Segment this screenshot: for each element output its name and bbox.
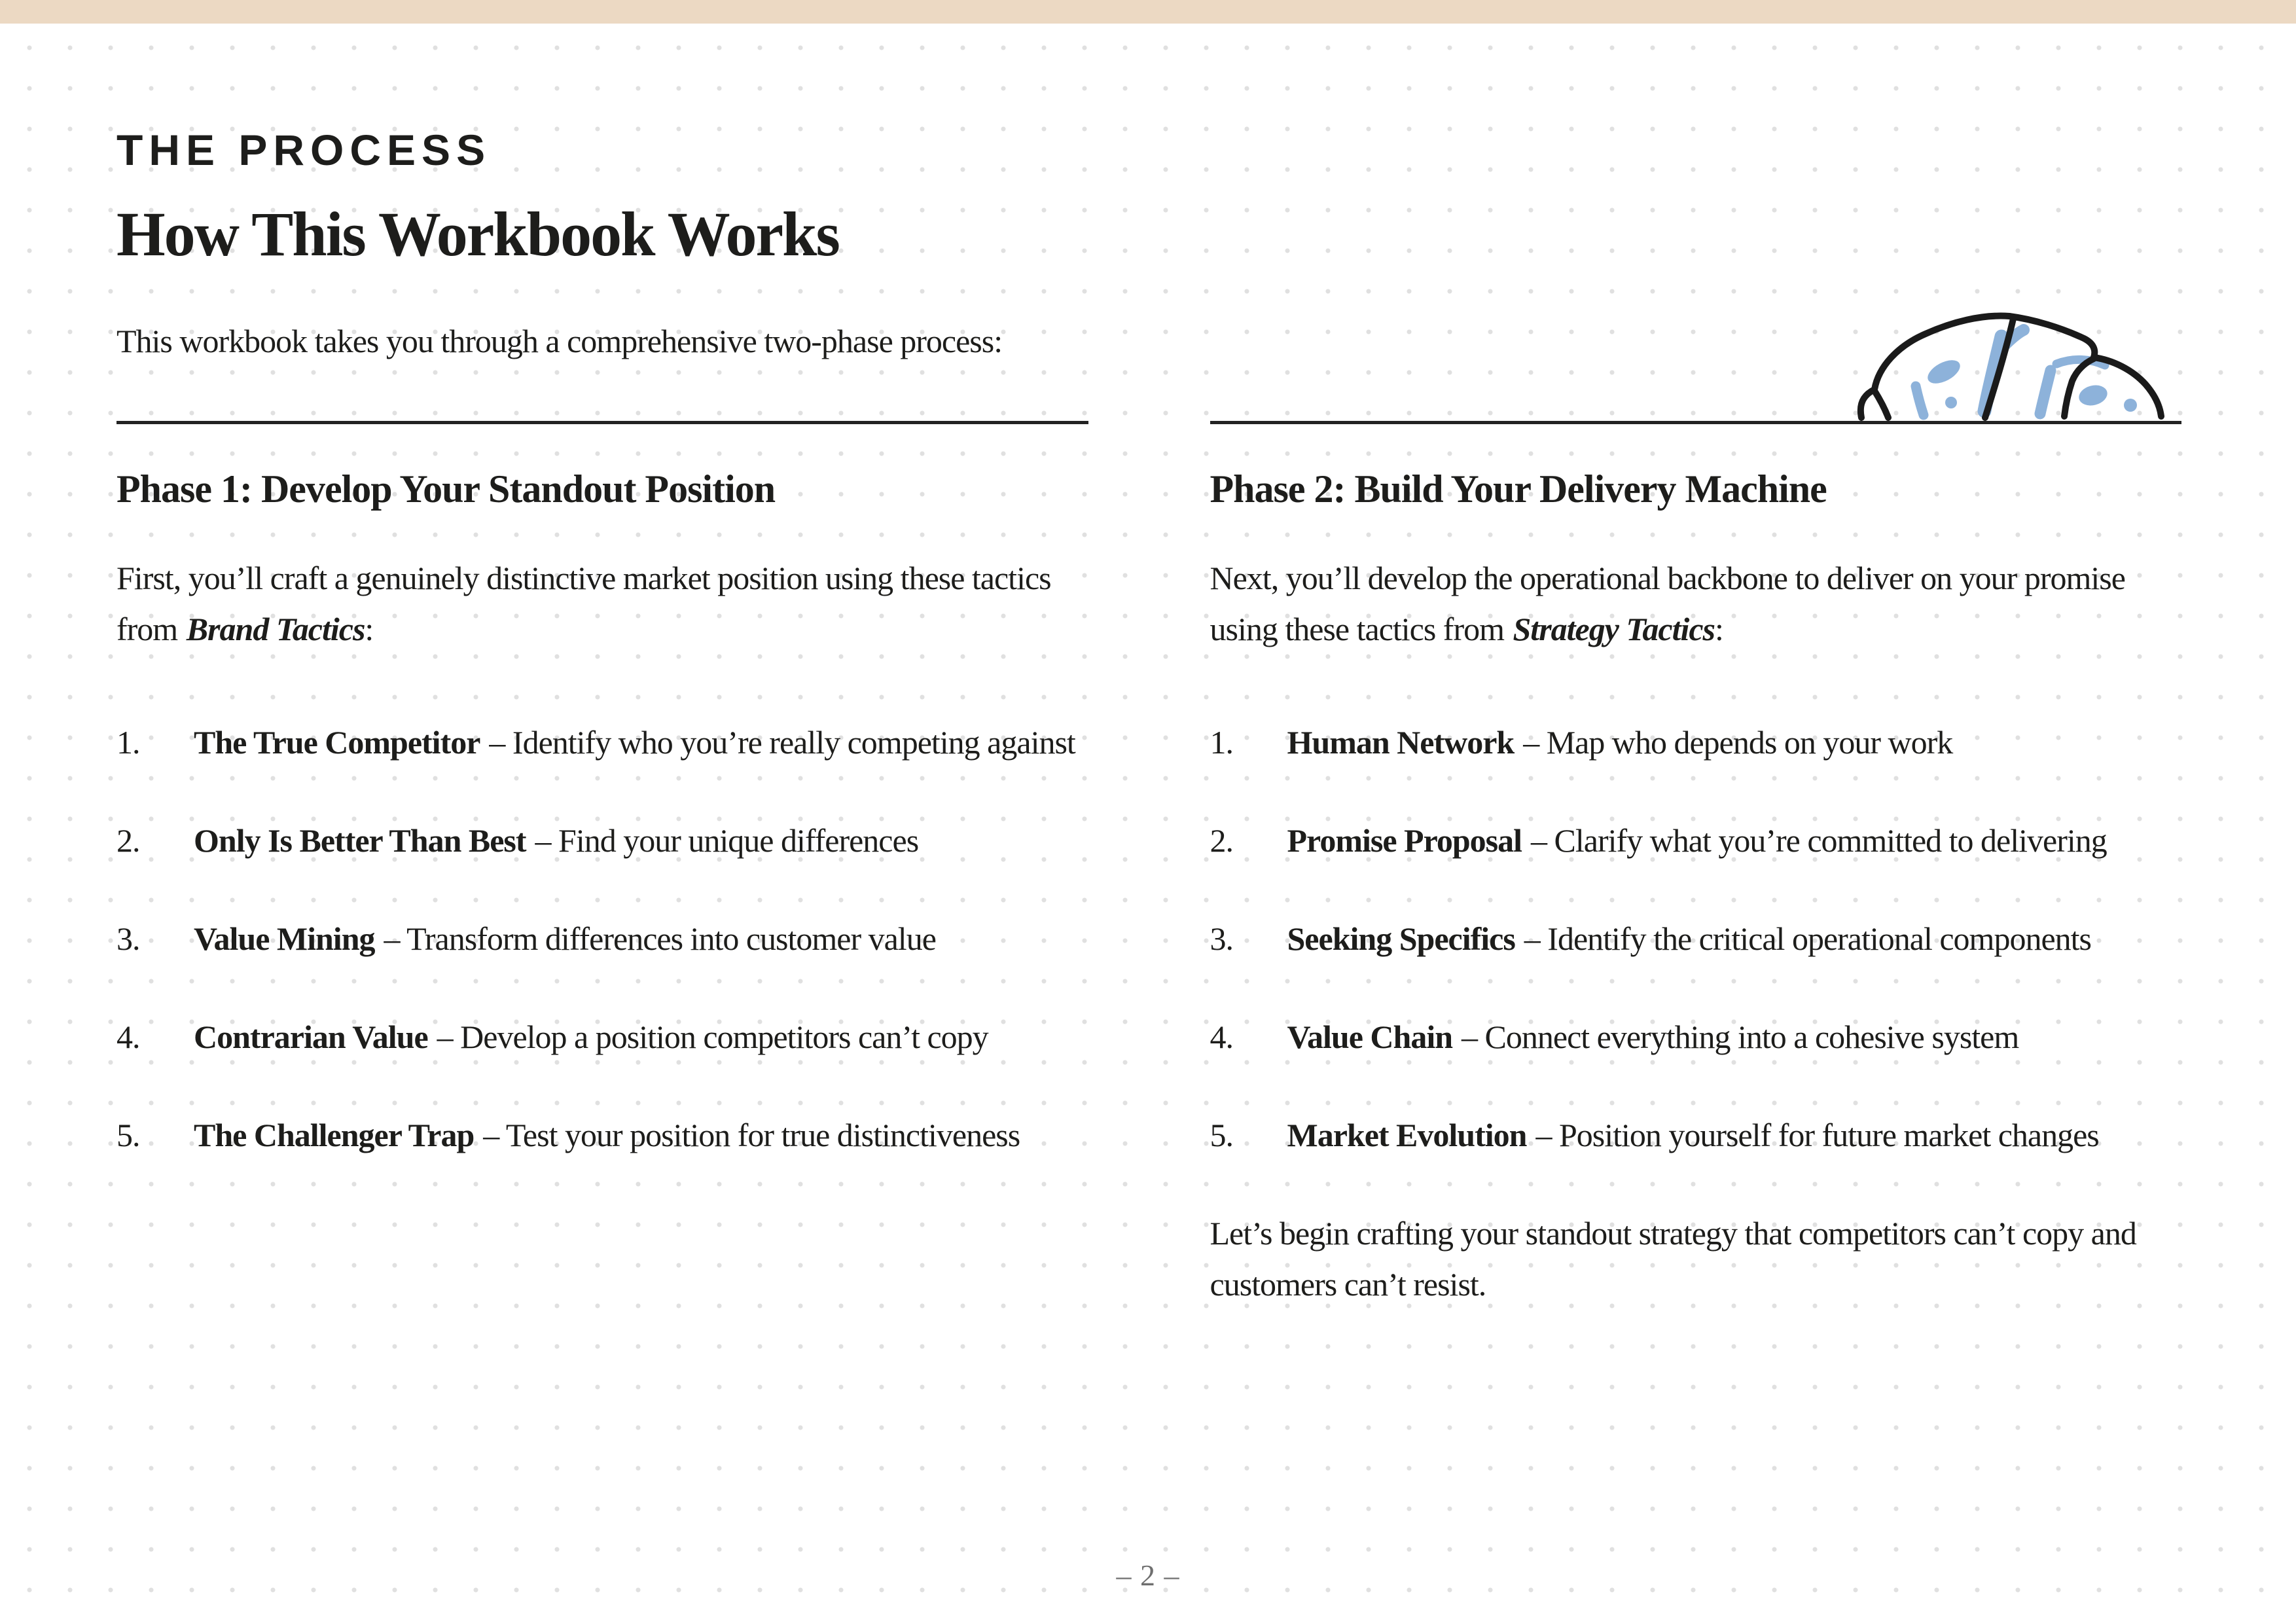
phase1-divider-rule — [117, 421, 1088, 424]
list-item-number: 3. — [117, 920, 140, 958]
list-item — [1210, 717, 2182, 768]
phase1-intro-text: First, you’ll craft a genuinely distinctive market position using these tactics from — [117, 560, 1051, 648]
tactic-description: – Find your unique differences — [535, 822, 919, 859]
phase2-intro-colon: : — [1715, 611, 1723, 648]
closing-paragraph: Let’s begin crafting your standout strategy that competitors can’t copy and customers can’t resist. — [1210, 1215, 2136, 1303]
list-item — [117, 815, 1088, 866]
list-item-number: 5. — [1210, 1117, 1233, 1154]
list-item-number: 2. — [1210, 822, 1233, 859]
phase1-heading: Phase 1: Develop Your Standout Position — [117, 467, 776, 511]
list-item — [1210, 815, 2182, 866]
list-item — [117, 913, 1088, 964]
two-column-layout — [117, 421, 2181, 1310]
tactic-description: – Test your position for true distinctiveness — [483, 1117, 1020, 1154]
tactic-description: – Map who depends on your work — [1523, 724, 1953, 761]
tactic-description: – Identify who you’re really competing against — [489, 724, 1075, 761]
phase2-heading: Phase 2: Build Your Delivery Machine — [1210, 467, 1827, 511]
tactic-name: Value Chain — [1287, 1019, 1453, 1056]
list-item-number: 3. — [1210, 920, 1233, 958]
phase1-book-title: Brand Tactics — [186, 611, 365, 648]
tactic-description: – Transform differences into customer value — [384, 920, 936, 958]
list-item — [117, 1011, 1088, 1062]
tactic-name: Value Mining — [194, 920, 375, 958]
tactic-name: Market Evolution — [1287, 1117, 1527, 1154]
tactic-name: Contrarian Value — [194, 1019, 428, 1056]
tactic-name: Promise Proposal — [1287, 822, 1522, 859]
list-item-number: 4. — [1210, 1019, 1233, 1056]
phase2-intro — [1210, 552, 2182, 655]
page-intro: This workbook takes you through a comprehensive two-phase process: — [117, 322, 1003, 359]
section-kicker: THE PROCESS — [117, 126, 492, 174]
phase2-column — [1210, 421, 2182, 1310]
phase2-book-title: Strategy Tactics — [1513, 611, 1715, 648]
list-item-number: 4. — [117, 1019, 140, 1056]
phase1-list — [117, 717, 1088, 1161]
tactic-description: – Connect everything into a cohesive system — [1462, 1019, 2019, 1056]
tactic-description: – Develop a position competitors can’t copy — [437, 1019, 988, 1056]
page-content — [117, 24, 2181, 1310]
list-item — [1210, 1011, 2182, 1062]
tactic-description: – Identify the critical operational components — [1524, 920, 2091, 958]
tactic-name: The True Competitor — [194, 724, 480, 761]
tactic-name: Only Is Better Than Best — [194, 822, 526, 859]
phase2-intro-text: Next, you’ll develop the operational backbone to deliver on your promise using these tactics from — [1210, 560, 2125, 648]
list-item-number: 1. — [117, 724, 140, 761]
tactic-name: Human Network — [1287, 724, 1515, 761]
list-item-number: 5. — [117, 1117, 140, 1154]
list-item — [117, 1110, 1088, 1161]
list-item — [117, 717, 1088, 768]
phase2-divider-rule — [1210, 421, 2182, 424]
phase1-intro-colon: : — [365, 611, 374, 648]
page-number: – 2 – — [1116, 1559, 1180, 1592]
list-item — [1210, 913, 2182, 964]
phase2-list — [1210, 717, 2182, 1161]
list-item — [1210, 1110, 2182, 1161]
tactic-description: – Position yourself for future market changes — [1535, 1117, 2099, 1154]
tactic-name: Seeking Specifics — [1287, 920, 1515, 958]
phase1-column — [117, 421, 1088, 1310]
list-item-number: 2. — [117, 822, 140, 859]
tactic-name: The Challenger Trap — [194, 1117, 475, 1154]
list-item-number: 1. — [1210, 724, 1233, 761]
page-title: How This Workbook Works — [117, 199, 839, 269]
top-accent-bar — [0, 0, 2296, 24]
tactic-description: – Clarify what you’re committed to delivering — [1531, 822, 2107, 859]
phase1-intro — [117, 552, 1088, 655]
